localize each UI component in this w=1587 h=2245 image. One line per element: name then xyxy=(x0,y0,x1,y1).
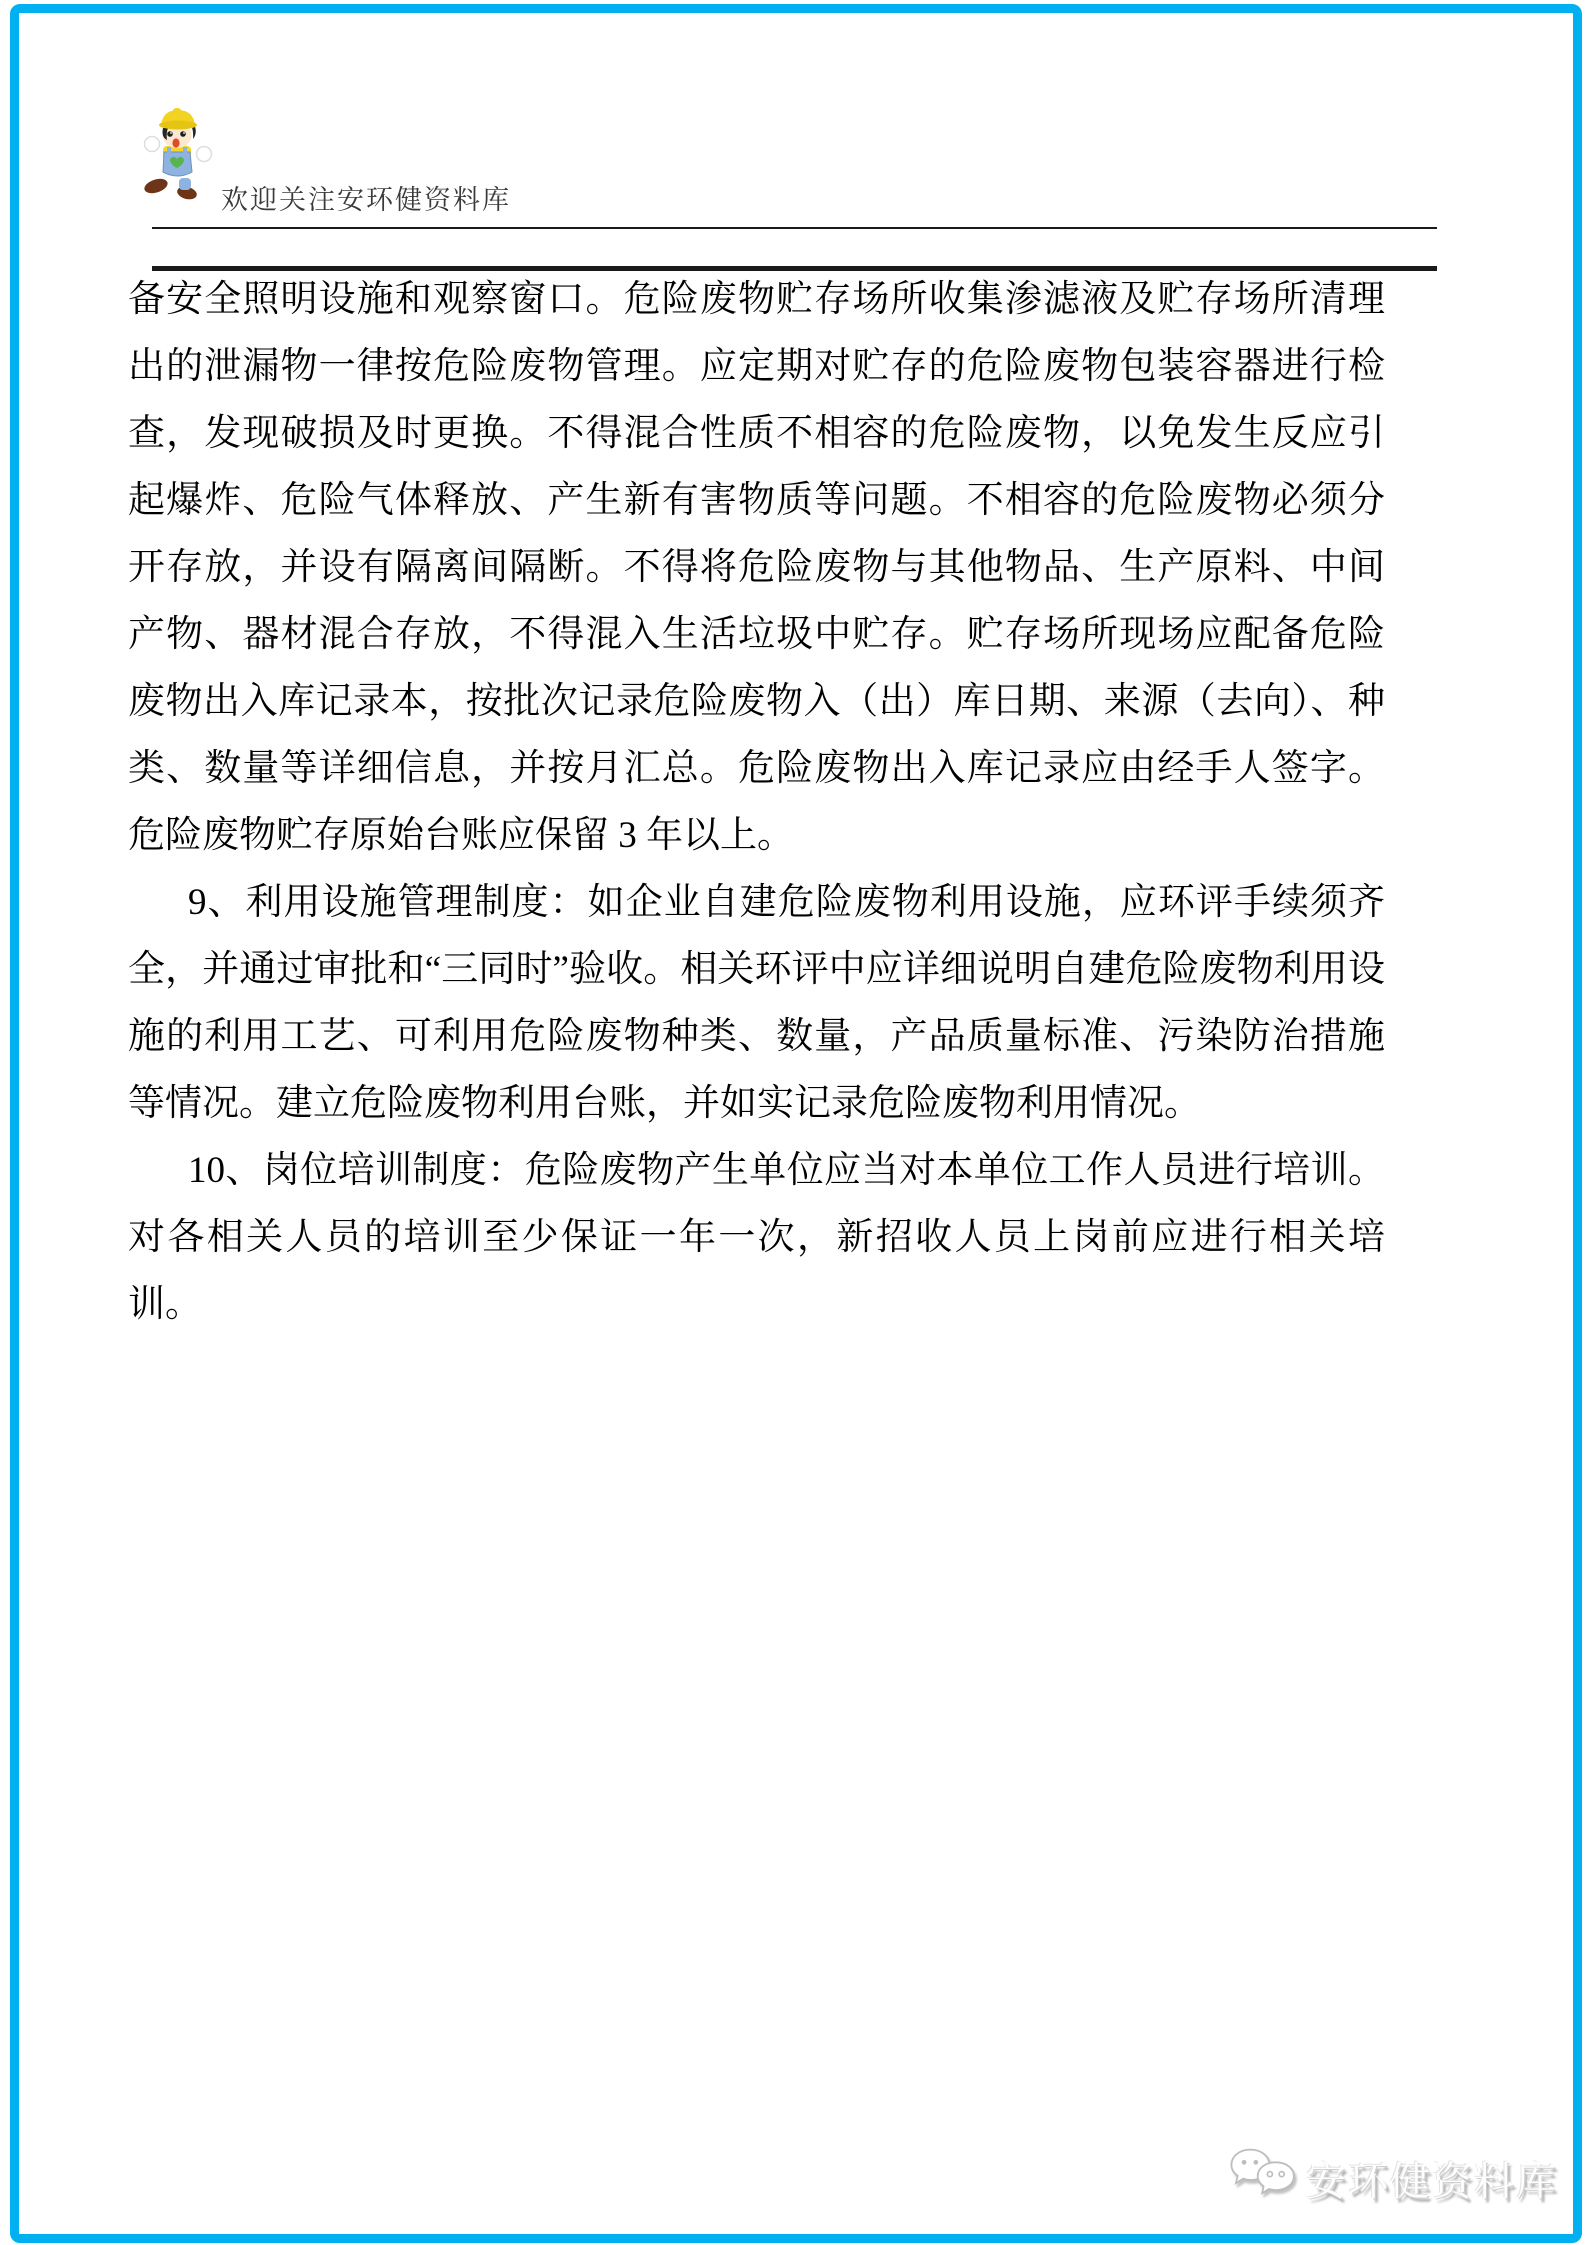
paragraph-utilization-facility-system: 9、利用设施管理制度：如企业自建危险废物利用设施，应环评手续须齐全，并通过审批和“三同时”验收。相关环评中应详细说明自建危险废物利用设施的利用工艺、可利用危险废物种类、数量，产品质量标准、污染防治措施等情况。建立危险废物利用台账，并如实记录危险废物利用情况。 xyxy=(128,882,1385,1124)
document-body xyxy=(128,266,1385,1338)
paragraph-job-training-system: 10、岗位培训制度：危险废物产生单位应当对本单位工作人员进行培训。对各相关人员的培训至少保证一年一次，新招收人员上岗前应进行相关培训。 xyxy=(128,1150,1385,1325)
footer-watermark-text: 安环健资料库 xyxy=(1306,2160,1558,2204)
paragraph-storage-management: 备安全照明设施和观察窗口。危险废物贮存场所收集渗滤液及贮存场所清理出的泄漏物一律按危险废物管理。应定期对贮存的危险废物包装容器进行检查，发现破损及时更换。不得混合性质不相容的危险废物，以免发生反应引起爆炸、危险气体释放、产生新有害物质等问题。不相容的危险废物必须分开存放，并设有隔离间隔断。不得将危险废物与其他物品、生产原料、中间产物、器材混合存放，不得混入生活垃圾中贮存。贮存场所现场应配备危险废物出入库记录本，按批次记录危险废物入（出）库日期、来源（去向）、种类、数量等详细信息，并按月汇总。危险废物出入库记录应由经手人签字。危险废物贮存原始台账应保留 3 年以上。 xyxy=(128,279,1385,856)
header-brand-text: 欢迎关注安环健资料库 xyxy=(221,185,511,215)
footer-watermark xyxy=(1228,2142,1558,2212)
header-rule-thin xyxy=(152,227,1437,229)
safety-worker-mascot-icon xyxy=(143,106,215,202)
wechat-bubbles-icon xyxy=(1228,2146,1300,2204)
